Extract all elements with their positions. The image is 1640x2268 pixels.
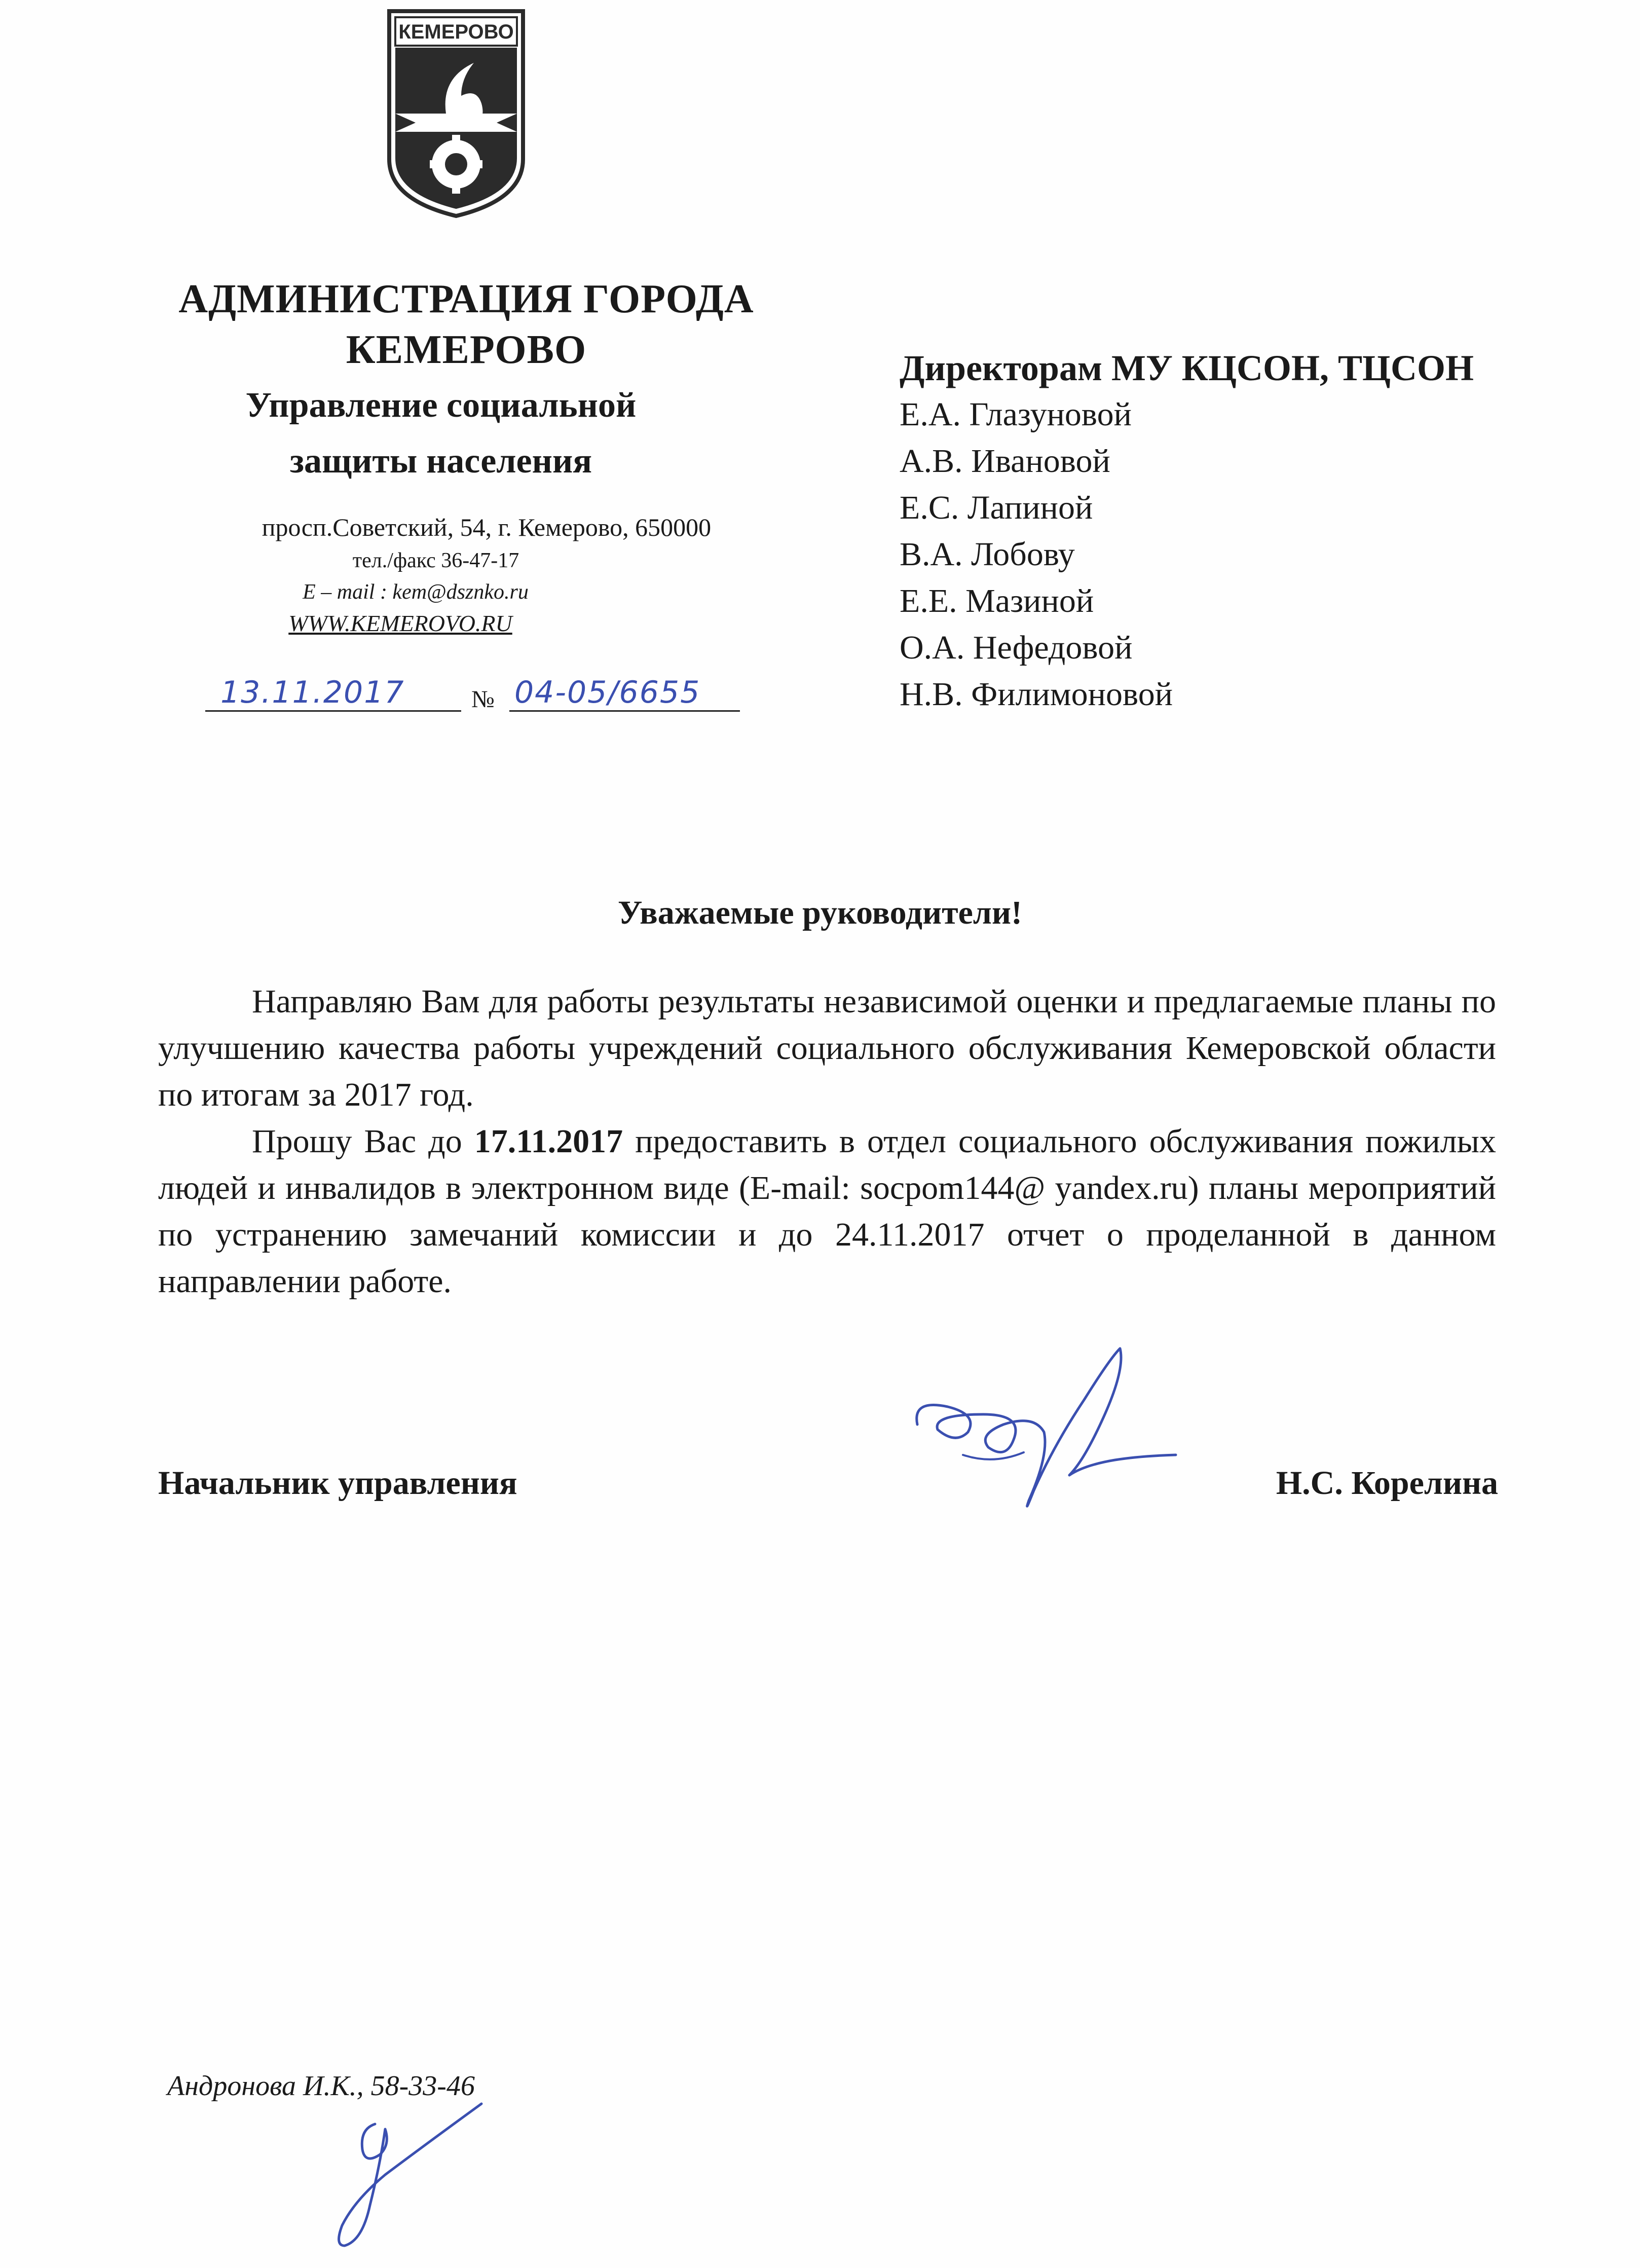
letter-body [158, 978, 1496, 1305]
addressee-name: Е.Е. Мазиной [900, 582, 1094, 619]
coat-of-arms-label: КЕМЕРОВО [398, 21, 514, 43]
body-paragraph-2 [158, 1118, 1496, 1305]
handwritten-date: 13.11.2017 [220, 675, 405, 710]
date-field [205, 675, 461, 712]
greeting: Уважаемые руководители! [618, 894, 1022, 931]
addressee-block [900, 345, 1599, 718]
signatory-name: Н.С. Корелина [1276, 1465, 1498, 1502]
addressee-name: Е.С. Лапиной [900, 489, 1093, 526]
org-website: WWW.KEMEROVO.RU [288, 610, 512, 636]
department-line1: Управление социальной [245, 386, 637, 425]
coat-of-arms-icon [385, 7, 527, 220]
addressee-lead: Директорам МУ КЦСОН, ТЦСОН [900, 348, 1474, 388]
addressee-name: Н.В. Филимоновой [900, 676, 1173, 713]
department-line2: защиты населения [289, 442, 592, 481]
signature-icon [902, 1338, 1186, 1541]
org-address: просп.Советский, 54, г. Кемерово, 650000 [262, 513, 712, 541]
addressee-name: О.А. Нефедовой [900, 629, 1133, 666]
handwritten-number: 04-05/6655 [514, 675, 701, 710]
addressee-name: А.В. Ивановой [900, 443, 1110, 480]
p2-after: предоставить в отдел социального обслуживания пожилых людей и инвалидов в электронном виде (E-mail: socpom144@ yandex.ru) планы мероприятий по устранению замечаний комиссии и до 24.11.2017 отчет о проделанной в данном направлении работе. [158, 1123, 1496, 1300]
org-name-line1: АДМИНИСТРАЦИЯ ГОРОДА [178, 277, 754, 321]
org-name-line2: КЕМЕРОВО [346, 327, 587, 372]
addressee-name: В.А. Лобову [900, 536, 1075, 573]
executor-info: Андронова И.К., 58-33-46 [167, 2070, 475, 2102]
deadline-date: 17.11.2017 [474, 1123, 623, 1160]
p2-before: Прошу Вас до [252, 1123, 474, 1160]
signatory-role: Начальник управления [158, 1465, 517, 1502]
addressee-name: Е.А. Глазуновой [900, 396, 1132, 433]
body-paragraph-1: Направляю Вам для работы результаты независимой оценки и предлагаемые планы по улучшению качества работы учреждений социального обслуживания Кемеровской области по итогам за 2017 год. [158, 983, 1496, 1113]
number-label: № [471, 686, 495, 713]
org-phone: тел./факс 36-47-17 [352, 549, 519, 572]
initials-icon [314, 2094, 497, 2256]
number-field [509, 675, 740, 712]
org-email: E – mail : kem@dsznko.ru [303, 580, 529, 604]
